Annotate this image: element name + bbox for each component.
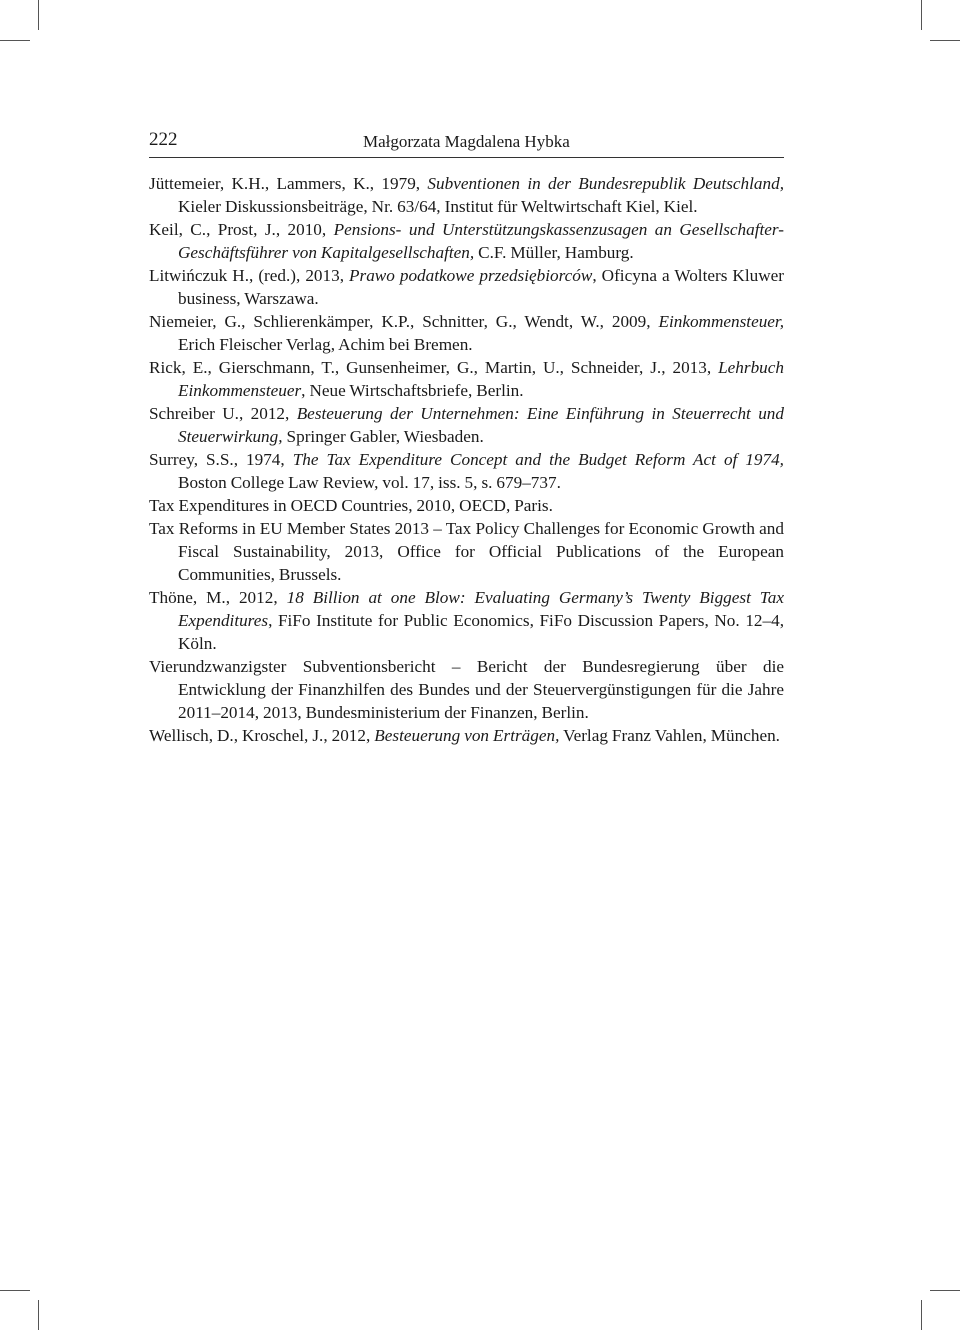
reference-text: Vierundzwanzigster Subventionsbericht – Bericht der Bundesregierung über die Entwicklung der Finanzhilfen des Bundes und der Steuervergünstigungen für die Jahre 2011–2014, 2013, Bundesministerium der Finanzen, Berlin. <box>149 657 784 722</box>
reference-entry <box>149 172 784 218</box>
crop-mark-bottom-right-v <box>921 1300 922 1330</box>
reference-entry <box>149 494 784 517</box>
reference-entry <box>149 517 784 586</box>
reference-text: Jüttemeier, K.H., Lammers, K., 1979, <box>149 174 428 193</box>
reference-text: , Oficyna a Wolters Kluwer business, Warszawa. <box>178 266 784 308</box>
crop-mark-top-right-h <box>930 40 960 41</box>
reference-text: , FiFo Institute for Public Economics, FiFo Discussion Papers, No. 12–4, Köln. <box>178 611 784 653</box>
reference-title: Subventionen in der Bundesrepublik Deutschland, <box>427 174 784 193</box>
reference-text: Springer Gabler, Wiesbaden. <box>282 427 484 446</box>
reference-text: , Neue Wirtschaftsbriefe, Berlin. <box>301 381 524 400</box>
reference-text: Rick, E., Gierschmann, T., Gunsenheimer, G., Martin, U., Schneider, J., 2013, <box>149 358 719 377</box>
reference-entry <box>149 724 784 747</box>
reference-title: Lehrbuch Einkommensteuer <box>178 358 784 400</box>
reference-text: Keil, C., Prost, J., 2010, <box>149 220 334 239</box>
reference-title: Einkommensteuer, <box>658 312 784 331</box>
reference-text: Kieler Diskussionsbeiträge, Nr. 63/64, Institut für Weltwirtschaft Kiel, Kiel. <box>178 197 698 216</box>
reference-text: C.F. Müller, Hamburg. <box>474 243 634 262</box>
reference-text: Wellisch, D., Kroschel, J., 2012, <box>149 726 375 745</box>
reference-text: Surrey, S.S., 1974, <box>149 450 293 469</box>
reference-list <box>149 172 784 747</box>
reference-entry <box>149 402 784 448</box>
reference-title: Besteuerung von Erträgen, <box>374 726 560 745</box>
reference-text: Thöne, M., 2012, <box>149 588 287 607</box>
page-number: 222 <box>149 129 178 150</box>
reference-entry <box>149 264 784 310</box>
reference-title: Besteuerung der Unternehmen: Eine Einführung in Steuerrecht und Steuerwirkung, <box>178 404 784 446</box>
reference-entry <box>149 356 784 402</box>
reference-title: 18 Billion at one Blow: Evaluating Germany’s Twenty Biggest Tax Expenditures <box>178 588 784 630</box>
reference-entry <box>149 448 784 494</box>
reference-text: Verlag Franz Vahlen, München. <box>559 726 780 745</box>
crop-mark-top-left-h <box>0 40 30 41</box>
reference-entry <box>149 218 784 264</box>
reference-entry <box>149 310 784 356</box>
reference-entry <box>149 586 784 655</box>
reference-title: The Tax Expenditure Concept and the Budget Reform Act of 1974, <box>292 450 784 469</box>
reference-text: Tax Expenditures in OECD Countries, 2010, OECD, Paris. <box>149 496 553 515</box>
crop-mark-bottom-left-v <box>38 1300 39 1330</box>
crop-mark-top-right-v <box>921 0 922 30</box>
reference-text: Tax Reforms in EU Member States 2013 – Tax Policy Challenges for Economic Growth and Fiscal Sustainability, 2013, Office for Official Publications of the European Communities, Brussels. <box>149 519 784 584</box>
reference-text: Litwińczuk H., (red.), 2013, <box>149 266 350 285</box>
reference-text: Niemeier, G., Schlierenkämper, K.P., Schnitter, G., Wendt, W., 2009, <box>149 312 659 331</box>
reference-entry <box>149 655 784 724</box>
crop-mark-top-left-v <box>38 0 39 30</box>
running-head-author: Małgorzata Magdalena Hybka <box>363 132 570 151</box>
page-header <box>149 127 784 158</box>
reference-text: Schreiber U., 2012, <box>149 404 297 423</box>
crop-mark-bottom-right-h <box>930 1290 960 1291</box>
crop-mark-bottom-left-h <box>0 1290 30 1291</box>
reference-title: Pensions- und Unterstützungskassenzusagen an Gesellschafter-Geschäftsführer von Kapitalgesellschaften, <box>178 220 784 262</box>
reference-text: Boston College Law Review, vol. 17, iss. 5, s. 679–737. <box>178 473 561 492</box>
reference-title: Prawo podatkowe przedsiębiorców <box>349 266 593 285</box>
reference-text: Erich Fleischer Verlag, Achim bei Bremen. <box>178 335 473 354</box>
